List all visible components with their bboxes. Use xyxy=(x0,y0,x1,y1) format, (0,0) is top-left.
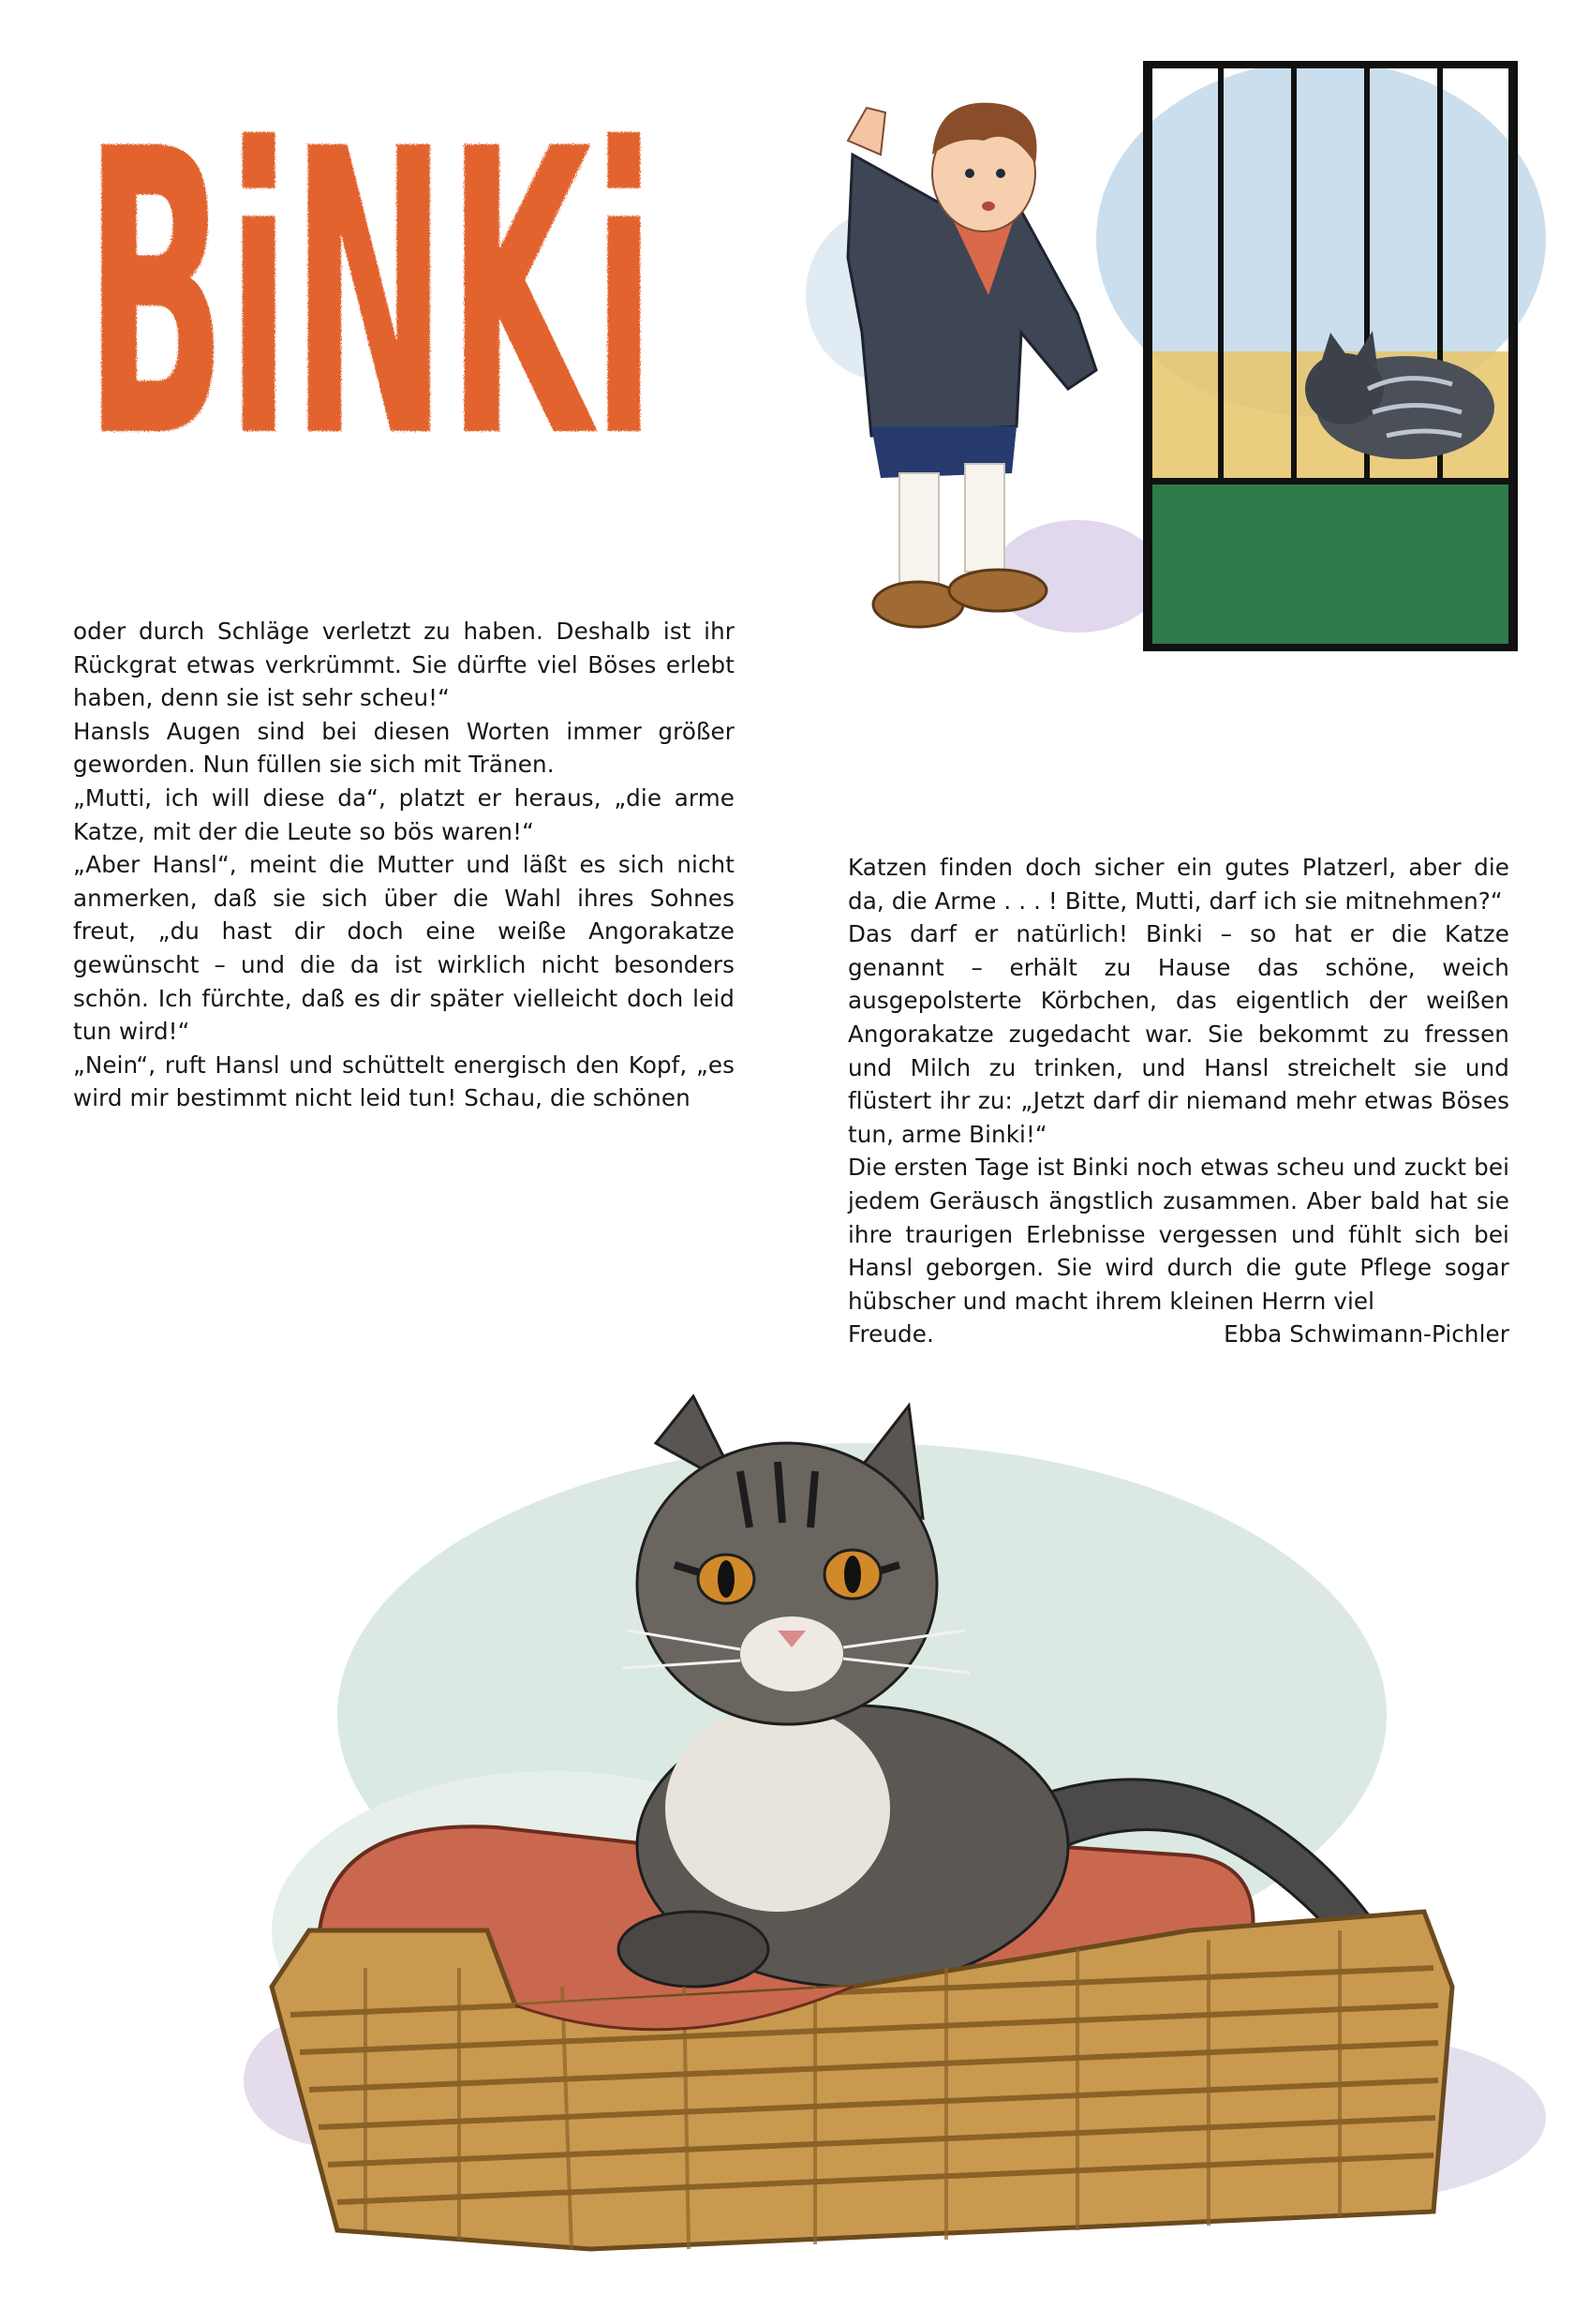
paragraph: oder durch Schläge verletzt zu haben. Deshalb ist ihr Rückgrat etwas verkrümmt. Sie dürfte viel Böses erlebt haben, denn sie ist sehr scheu!“ xyxy=(73,618,735,712)
right-text-column xyxy=(848,851,1509,1351)
story-title-text: BiNKi xyxy=(84,67,656,525)
cat-in-basket-illustration xyxy=(253,1406,1565,2268)
closing-line xyxy=(848,1318,1509,1351)
story-title xyxy=(75,28,675,525)
left-text-column xyxy=(73,615,735,1115)
boy-and-cage-illustration xyxy=(796,52,1527,689)
paragraph: „Mutti, ich will diese da“, platzt er heraus, „die arme Katze, mit der die Leute so bös waren!“ xyxy=(73,783,735,845)
paragraph: Katzen finden doch sicher ein gutes Platzerl, aber die da, die Arme . . . ! Bitte, Mutti, darf ich sie mitnehmen?“ xyxy=(848,854,1509,915)
paragraph: Hansls Augen sind bei diesen Worten immer größer geworden. Nun füllen sie sich mit Tränen. xyxy=(73,717,735,779)
author-signature: Ebba Schwimann-Pichler xyxy=(1224,1320,1509,1348)
title-lettering xyxy=(75,28,675,525)
paragraph: Die ersten Tage ist Binki noch etwas scheu und zuckt bei jedem Geräusch ängstlich zusammen. Aber bald hat sie ihre traurigen Erlebnisse vergessen und fühlt sich bei Hansl geborgen. Sie wird durch die gute Pflege sogar hübscher und macht ihrem kleinen Herrn viel xyxy=(848,1154,1509,1315)
last-word: Freude. xyxy=(848,1320,934,1348)
paragraph: Das darf er natürlich! Binki – so hat er die Katze genannt – erhält zu Hause das schöne, weich ausgepolsterte Körbchen, das eigentlich der weißen Angorakatze zugedacht war. Sie bekommt zu fressen und Milch zu trinken, und Hansl streichelt sie und flüstert ihr zu: „Jetzt darf dir niemand mehr etwas Böses tun, arme Binki!“ xyxy=(848,920,1509,1148)
paragraph: „Aber Hansl“, meint die Mutter und läßt es sich nicht anmerken, daß sie sich über die Wahl ihres Sohnes freut, „du hast dir doch eine weiße Angorakatze gewünscht – und die da ist wirklich nicht besonders schön. Ich fürchte, daß es dir später vielleicht doch leid tun wird!“ xyxy=(73,851,735,1046)
paragraph: „Nein“, ruft Hansl und schüttelt energisch den Kopf, „es wird mir bestimmt nicht leid tun! Schau, die schönen xyxy=(73,1050,735,1112)
